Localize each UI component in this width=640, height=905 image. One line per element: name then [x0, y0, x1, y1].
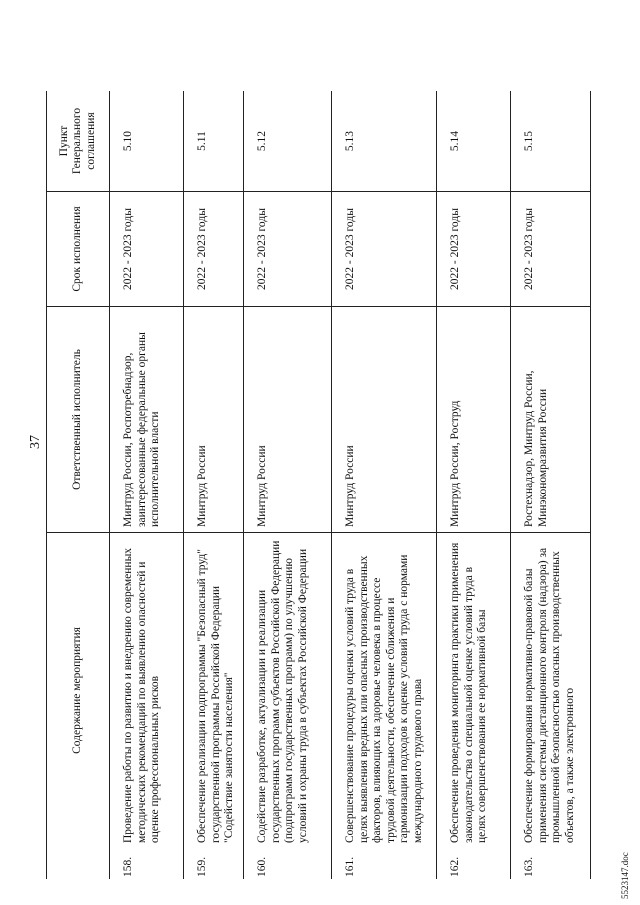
row-executor: Минтруд России, Роструд	[437, 307, 511, 533]
page-number: 37	[28, 435, 43, 449]
row-executor: Минтруд России	[244, 307, 332, 533]
row-agreement-item: 5.15	[511, 91, 591, 192]
row-number: 161.	[332, 848, 437, 879]
document-code: 5523147.doc	[620, 852, 630, 899]
row-agreement-item: 5.12	[244, 91, 332, 192]
table-row	[110, 91, 184, 879]
row-deadline: 2022 - 2023 годы	[244, 192, 332, 307]
table-row	[437, 91, 511, 879]
row-executor: Ростехнадзор, Минтруд России, Минэкономразвития России	[511, 307, 591, 533]
row-deadline: 2022 - 2023 годы	[332, 192, 437, 307]
header-agreement-item: Пункт Генерального соглашения	[47, 91, 110, 192]
row-deadline: 2022 - 2023 годы	[511, 192, 591, 307]
header-content: Содержание мероприятия	[47, 533, 110, 849]
measures-table	[46, 91, 591, 879]
row-agreement-item: 5.13	[332, 91, 437, 192]
table-row	[332, 91, 437, 879]
row-agreement-item: 5.11	[184, 91, 244, 192]
row-agreement-item: 5.14	[437, 91, 511, 192]
row-agreement-item: 5.10	[110, 91, 184, 192]
table-header-row	[47, 91, 110, 879]
row-number: 162.	[437, 848, 511, 879]
row-content: Обеспечение проведения мониторинга практики применения законодательства о специальной оценке условий труда в целях совершенствования ее нормативной базы	[437, 533, 511, 849]
row-executor: Минтруд России, Роспотребнадзор, заинтересованные федеральные органы исполнительной власти	[110, 307, 184, 533]
row-content: Обеспечение формирования нормативно-правовой базы применения системы дистанционного контроля (надзора) за промышленной безопасностью опасных производственных объектов, а также электронного	[511, 533, 591, 849]
table-row	[511, 91, 591, 879]
row-number: 160.	[244, 848, 332, 879]
row-content: Совершенствование процедуры оценки условий труда в целях выявления вредных или опасных производственных факторов, влияющих на здоровье человека в процессе трудовой деятельности, обеспечение сближения и гармонизации подходов к оценке условий труда с нормами международного трудового права	[332, 533, 437, 849]
row-deadline: 2022 - 2023 годы	[110, 192, 184, 307]
table-row	[244, 91, 332, 879]
header-deadline: Срок исполнения	[47, 192, 110, 307]
header-executor: Ответственный исполнитель	[47, 307, 110, 533]
row-deadline: 2022 - 2023 годы	[184, 192, 244, 307]
row-number: 159.	[184, 848, 244, 879]
header-number	[47, 848, 110, 879]
row-executor: Минтруд России	[184, 307, 244, 533]
row-content: Проведение работы по развитию и внедрению современных методических рекомендаций по выявлению опасностей и оценке профессиональных рисков	[110, 533, 184, 849]
row-content: Обеспечение реализации подпрограммы "Безопасный труд" государственной программы Российской Федерации "Содействие занятости населения"	[184, 533, 244, 849]
row-executor: Минтруд России	[332, 307, 437, 533]
row-number: 163.	[511, 848, 591, 879]
row-deadline: 2022 - 2023 годы	[437, 192, 511, 307]
table-row	[184, 91, 244, 879]
row-content: Содействие разработке, актуализации и реализации государственных программ субъектов Российской Федерации (подпрограмм государственных программ) по улучшению условий и охраны труда в субъектах Российской Федерации	[244, 533, 332, 849]
row-number: 158.	[110, 848, 184, 879]
